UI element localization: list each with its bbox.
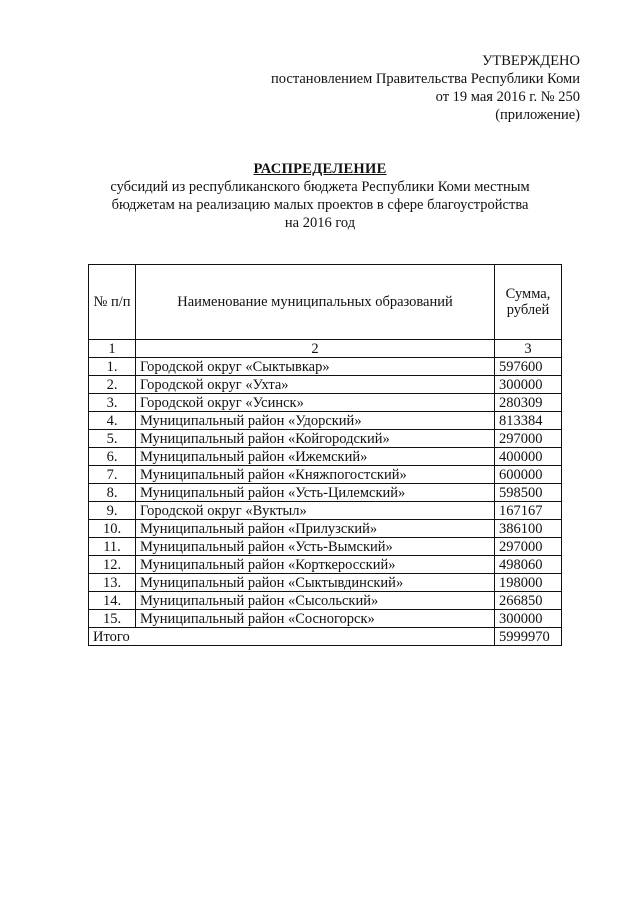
municipality-name: Муниципальный район «Усть-Цилемский» [136, 484, 495, 502]
subsidy-amount: 300000 [495, 610, 562, 628]
municipality-name: Муниципальный район «Корткеросский» [136, 556, 495, 574]
total-amount: 5999970 [495, 628, 562, 646]
total-row [89, 628, 562, 646]
row-number: 4. [89, 412, 136, 430]
document-subtitle-3: на 2016 год [284, 215, 356, 231]
table-row [89, 520, 562, 538]
approval-note: (приложение) [495, 107, 580, 123]
subsidy-amount: 300000 [495, 376, 562, 394]
table-row [89, 430, 562, 448]
row-number: 2. [89, 376, 136, 394]
subsidy-amount: 297000 [495, 538, 562, 556]
header-sum: Сумма, рублей [495, 265, 562, 340]
row-number: 11. [89, 538, 136, 556]
municipality-name: Муниципальный район «Усть-Вымский» [136, 538, 495, 556]
row-number: 1. [89, 358, 136, 376]
municipality-name: Городской округ «Сыктывкар» [136, 358, 495, 376]
table-row [89, 412, 562, 430]
municipality-name: Городской округ «Ухта» [136, 376, 495, 394]
table-row [89, 466, 562, 484]
column-index: 1 [89, 340, 136, 358]
subsidy-amount: 266850 [495, 592, 562, 610]
row-number: 14. [89, 592, 136, 610]
table-row [89, 358, 562, 376]
table-header-row [89, 265, 562, 340]
approval-title: УТВЕРЖДЕНО [482, 53, 580, 69]
municipality-name: Муниципальный район «Сосногорск» [136, 610, 495, 628]
approval-date: от 19 мая 2016 г. № 250 [435, 89, 580, 105]
table-row [89, 376, 562, 394]
approval-stamp [271, 52, 580, 124]
header-number: № п/п [89, 265, 136, 340]
row-number: 9. [89, 502, 136, 520]
table-row [89, 502, 562, 520]
table-row [89, 556, 562, 574]
table-row [89, 448, 562, 466]
distribution-table [88, 264, 562, 646]
table-row [89, 538, 562, 556]
table-row [89, 484, 562, 502]
subsidy-amount: 167167 [495, 502, 562, 520]
municipality-name: Городской округ «Усинск» [136, 394, 495, 412]
municipality-name: Городской округ «Вуктыл» [136, 502, 495, 520]
total-label: Итого [89, 628, 495, 646]
row-number: 3. [89, 394, 136, 412]
subsidy-amount: 813384 [495, 412, 562, 430]
column-index: 2 [136, 340, 495, 358]
subsidy-amount: 280309 [495, 394, 562, 412]
table-row [89, 592, 562, 610]
column-index: 3 [495, 340, 562, 358]
approval-decree: постановлением Правительства Республики Коми [271, 71, 580, 87]
document-subtitle-2: бюджетам на реализацию малых проектов в сфере благоустройства [111, 197, 529, 213]
subsidy-amount: 498060 [495, 556, 562, 574]
row-number: 12. [89, 556, 136, 574]
row-number: 5. [89, 430, 136, 448]
row-number: 6. [89, 448, 136, 466]
subsidy-amount: 198000 [495, 574, 562, 592]
column-index-row [89, 340, 562, 358]
table-row [89, 574, 562, 592]
subsidy-amount: 400000 [495, 448, 562, 466]
municipality-name: Муниципальный район «Койгородский» [136, 430, 495, 448]
row-number: 7. [89, 466, 136, 484]
document-heading [0, 160, 640, 232]
subsidy-amount: 600000 [495, 466, 562, 484]
municipality-name: Муниципальный район «Ижемский» [136, 448, 495, 466]
document-subtitle-1: субсидий из республиканского бюджета Республики Коми местным [110, 179, 530, 195]
municipality-name: Муниципальный район «Прилузский» [136, 520, 495, 538]
subsidy-amount: 386100 [495, 520, 562, 538]
table-row [89, 610, 562, 628]
subsidy-amount: 297000 [495, 430, 562, 448]
municipality-name: Муниципальный район «Удорский» [136, 412, 495, 430]
row-number: 13. [89, 574, 136, 592]
row-number: 8. [89, 484, 136, 502]
document-title: РАСПРЕДЕЛЕНИЕ [253, 161, 387, 177]
table-row [89, 394, 562, 412]
row-number: 10. [89, 520, 136, 538]
row-number: 15. [89, 610, 136, 628]
subsidy-amount: 598500 [495, 484, 562, 502]
municipality-name: Муниципальный район «Княжпогостский» [136, 466, 495, 484]
municipality-name: Муниципальный район «Сыктывдинский» [136, 574, 495, 592]
municipality-name: Муниципальный район «Сысольский» [136, 592, 495, 610]
header-name: Наименование муниципальных образований [136, 265, 495, 340]
subsidy-amount: 597600 [495, 358, 562, 376]
